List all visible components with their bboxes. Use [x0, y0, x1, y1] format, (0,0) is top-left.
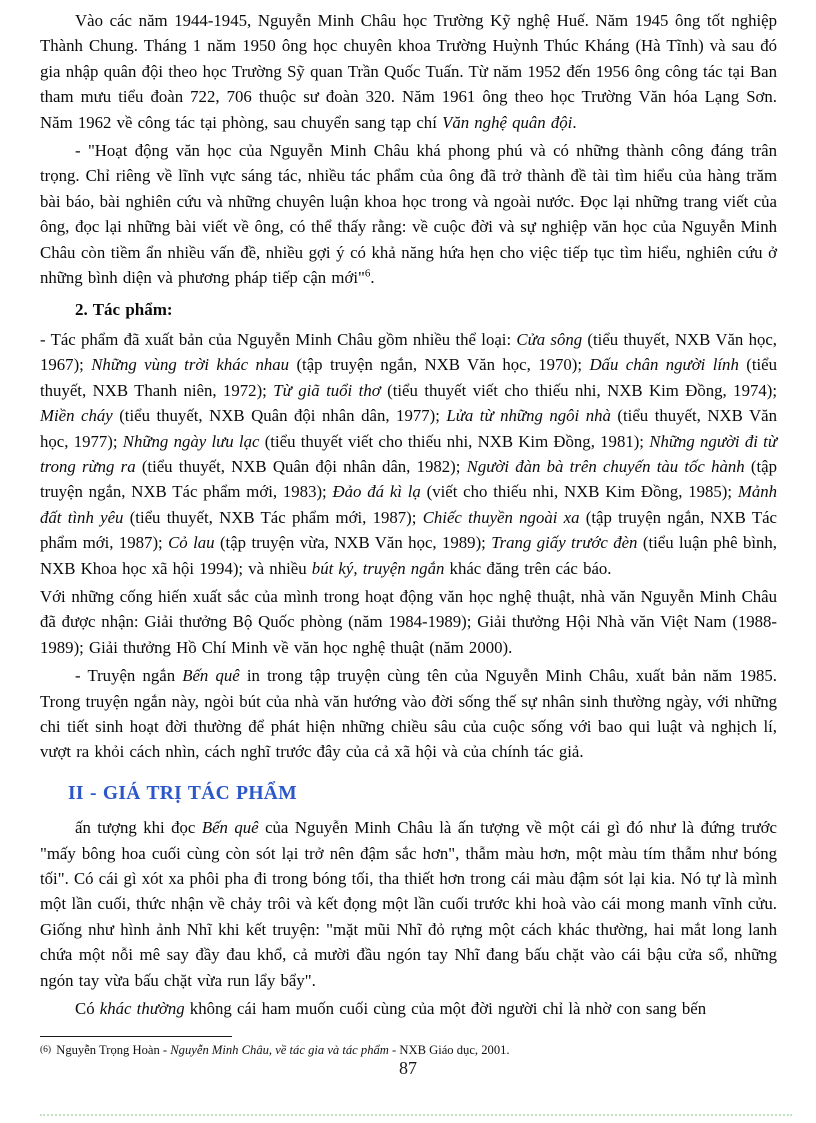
footnote-content: Nguyễn Trọng Hoàn - Nguyễn Minh Châu, về tác gia và tác phẩm - NXB Giáo dục, 2001.	[53, 1043, 510, 1057]
footnote-text	[40, 1042, 777, 1058]
para-khac-thuong: Có khác thường không cái ham muốn cuối cùng của một đời người chỉ là nhờ con sang bến	[75, 999, 707, 1019]
document-body	[40, 8, 777, 1024]
bottom-dotted-divider	[40, 1114, 792, 1116]
footnote-separator	[40, 1036, 232, 1037]
page-number: 87	[399, 1058, 417, 1078]
para-ben-que-intro: - Truyện ngắn Bến quê in trong tập truyện cùng tên của Nguyễn Minh Châu, xuất bản năm 1985. Trong truyện ngắn này, ngòi bút của nhà văn hướng vào đời sống thế sự nhân sinh thường ngày, với những chi tiết sinh hoạt đời thường để phát hiện những chiều sâu của cuộc sống với bao qui luật và nghịch lí, vượt ra khỏi cách nhìn, cách nghĩ trước đây của cả xã hội và của chính tác giả.	[40, 666, 777, 762]
heading-tac-pham: 2. Tác phẩm:	[75, 300, 173, 320]
para-published-works: - Tác phẩm đã xuất bản của Nguyễn Minh Châu gồm nhiều thể loại: Cửa sông (tiểu thuyết, NXB Văn học, 1967); Những vùng trời khác nhau (tập truyện ngắn, NXB Văn học, 1970); Dấu chân người lính (tiểu thuyết, NXB Thanh niên, 1972); Từ giã tuổi thơ (tiểu thuyết viết cho thiếu nhi, NXB Kim Đồng, 1974); Miền cháy (tiểu thuyết, NXB Quân đội nhân dân, 1977); Lửa từ những ngôi nhà (tiểu thuyết, NXB Văn học, 1977); Những ngày lưu lạc (tiểu thuyết viết cho thiếu nhi, NXB Kim Đồng, 1981); Những người đi từ trong rừng ra (tiểu thuyết, NXB Quân đội nhân dân, 1982); Người đàn bà trên chuyến tàu tốc hành (tập truyện ngắn, NXB Tác phẩm mới, 1983); Đảo đá kì lạ (viết cho thiếu nhi, NXB Kim Đồng, 1985); Mảnh đất tình yêu (tiểu thuyết, NXB Tác phẩm mới, 1987); Chiếc thuyền ngoài xa (tập truyện ngắn, NXB Tác phẩm mới, 1987); Cỏ lau (tập truyện vừa, NXB Văn học, 1989); Trang giấy trước đèn (tiểu luận phê bình, NXB Khoa học xã hội 1994); và nhiều bút ký, truyện ngắn khác đăng trên các báo.	[40, 329, 778, 578]
footnote-marker: (6)	[40, 1045, 52, 1055]
section-heading-gia-tri-tac-pham: II - GIÁ TRỊ TÁC PHẨM	[68, 782, 297, 804]
para-critic-quote: - "Hoạt động văn học của Nguyễn Minh Châu khá phong phú và có những thành công đáng trân trọng. Chỉ riêng về lĩnh vực sáng tác, nhiều tác phẩm của ông đã trở thành đề tài tìm hiểu của hàng trăm bài báo, bài nghiên cứu và những chuyên luận khoa học trong và ngoài nước. Đọc lại những trang viết của ông, đọc lại những bài viết về ông, có thể thấy rằng: về cuộc đời và sự nghiệp văn học của Nguyễn Minh Châu còn tiềm ẩn nhiều vấn đề, nhiều gợi ý có khả năng hứa hẹn cho việc tiếp tục tìm hiểu, nghiên cứu ở những bình diện và phương pháp tiếp cận mới"$^6$.	[40, 141, 777, 288]
para-awards: Với những cống hiến xuất sắc của mình trong hoạt động văn học nghệ thuật, nhà văn Nguyễn Minh Châu đã được nhận: Giải thưởng Bộ Quốc phòng (năm 1984-1989); Giải thưởng Hội Nhà văn Việt Nam (1988-1989); Giải thưởng Hồ Chí Minh về văn học nghệ thuật (năm 2000).	[40, 586, 777, 657]
para-impression: ấn tượng khi đọc Bến quê của Nguyễn Minh Châu là ấn tượng về một cái gì đó như là đứng trước "mấy bông hoa cuối cùng còn sót lại trở nên đậm sắc hơn", thẫm màu hơn, một màu tím thẫm như bóng tối". Có cái gì xót xa phôi pha đi trong bóng tối, tha thiết hơn trong cái màu đậm sót lại kia. Nó tự là mình một lần cuối, thức nhận về chảy trôi và kết đọng một lần cuối trước khi hoà vào cái mong manh vĩnh cửu. Giống như hình ảnh Nhĩ khi kết truyện: "mặt mũi Nhĩ đỏ rựng một cách khác thường, hai mắt long lanh chứa một nỗi mê say đầy đau khổ, cả mười đầu ngón tay Nhĩ đang bấu chặt vào cái bậu cửa sổ, những ngón tay vừa bấu chặt vừa run lẩy bẩy".	[40, 818, 778, 990]
para-biography: Vào các năm 1944-1945, Nguyễn Minh Châu học Trường Kỹ nghệ Huế. Năm 1945 ông tốt nghiệp Thành Chung. Tháng 1 năm 1950 ông học chuyên khoa Trường Huỳnh Thúc Kháng (Hà Tĩnh) và sau đó gia nhập quân đội theo học Trường Sỹ quan Trần Quốc Tuấn. Từ năm 1952 đến 1956 ông công tác tại Ban tham mưu tiểu đoàn 722, 706 thuộc sư đoàn 320. Năm 1961 ông theo học Trường Văn hóa Lạng Sơn. Năm 1962 về công tác tại phòng, sau chuyển sang tạp chí Văn nghệ quân đội.	[40, 11, 777, 132]
footnote-block	[40, 1036, 777, 1058]
